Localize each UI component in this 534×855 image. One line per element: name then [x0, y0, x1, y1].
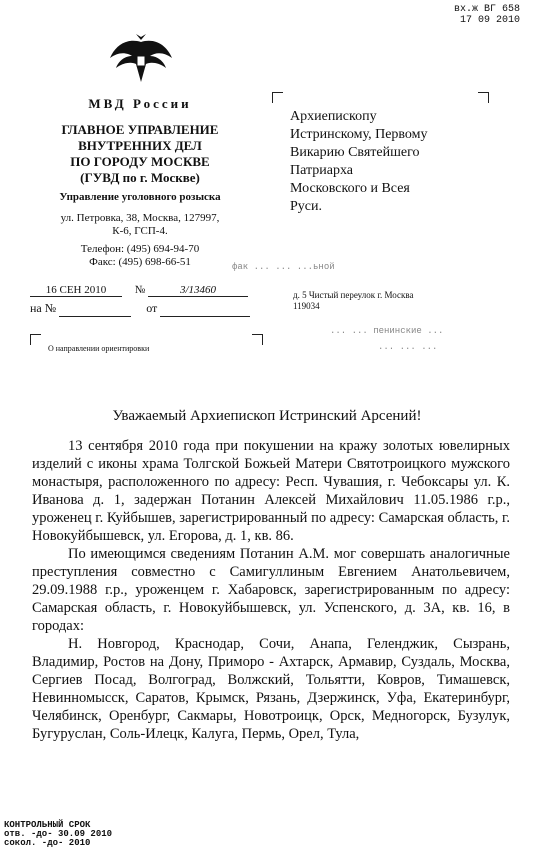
faded-mark: фак ... ... ...ьной	[232, 262, 335, 272]
fax-number: Факс: (495) 698-66-51	[89, 256, 191, 268]
recipient-line: Викарию Святейшего	[290, 145, 420, 160]
directorate-line: ПО ГОРОДУ МОСКВЕ	[70, 154, 210, 169]
control-stamp-line: отв. -до- 30.09 2010	[4, 829, 113, 839]
recipient-block	[290, 108, 490, 216]
corner-mark	[252, 334, 263, 345]
from-blank	[160, 301, 250, 317]
body-paragraph: 13 сентября 2010 года при покушении на кражу золотых ювелирных изделий с иконы храма Толгской Божьей Матери Святотроицкого мужского монастыря, расположенного по адресу: Респ. Чувашия, г. Чебоксары ул. К. Иванова д. 1, задержан Потанин Алексей Михайлович 11.05.1986 г.р., уроженец г. Куйбышев, зарегистрированный по адресу: Самарская область, г. Новокуйбышевск, ул. Егорова, д. 1, кв. 86.	[32, 438, 510, 544]
on-number-label: на №	[30, 301, 57, 315]
recipient-line: Руси.	[290, 199, 322, 214]
incoming-stamp-number: вх.ж ВГ 658	[453, 4, 520, 15]
incoming-stamp-date: 17 09 2010	[459, 15, 520, 26]
sender-address	[20, 212, 260, 238]
control-stamp-title: КОНТРОЛЬНЫЙ СРОК	[4, 820, 91, 830]
control-deadline-stamp	[4, 821, 112, 848]
contacts	[20, 243, 260, 269]
body-paragraph: Н. Новгород, Краснодар, Сочи, Анапа, Геленджик, Сызрань, Владимир, Ростов на Дону, Приморо - Ахтарск, Армавир, Суздаль, Москва, Сергиев Посад, Волгоград, Волжский, Тольятти, Ковров, Тимашевск, Невинномысск, Саратов, Крымск, Рязань, Дзержинск, Уфа, Екатеринбург, Челябинск, Оренбург, Сакмары, Новотроицк, Орск, Медногорск, Бузулук, Бугуруслан, Соль-Илецк, Калуга, Пермь, Орел, Тула,	[32, 636, 510, 742]
ministry-name: МВД России	[88, 96, 192, 111]
body-paragraph: По имеющимся сведениям Потанин А.М. мог совершать аналогичные преступления совместно с Самигуллиным Евгением Анатольевичем, 29.09.1988 г.р., уроженцем г. Хабаровск, зарегистрированным по адресу: Самарская область, г. Новокуйбышевск, ул. Успенского, д. 3А, кв. 16, в городах:	[32, 546, 510, 634]
department-name: Управление уголовного розыска	[59, 191, 221, 203]
recipient-line: Архиепископу	[290, 109, 377, 124]
directorate-line: (ГУВД по г. Москве)	[80, 170, 200, 185]
reference-row	[30, 301, 260, 317]
registration-row	[30, 284, 260, 297]
subject-line: О направлении ориентировки	[48, 344, 150, 353]
on-number-blank	[59, 301, 131, 317]
recipient-line: Московского и Всея	[290, 181, 410, 196]
corner-mark	[272, 92, 283, 103]
control-stamp-line: сокол. -до- 2010	[4, 838, 91, 848]
letter-body	[32, 437, 510, 743]
main-directorate	[20, 122, 260, 186]
greeting: Уважаемый Архиепископ Истринский Арсений!	[112, 408, 422, 424]
recipient-line: Истринскому, Первому	[290, 127, 428, 142]
eagle-emblem-icon	[108, 30, 174, 88]
directorate-line: ГЛАВНОЕ УПРАВЛЕНИЕ	[61, 122, 219, 137]
incoming-stamp	[454, 4, 520, 26]
recipient-address-line: 119034	[293, 301, 320, 311]
phone-number: Телефон: (495) 694-94-70	[80, 243, 200, 255]
number-label: №	[134, 284, 146, 296]
faded-mark: ... ... ...	[378, 342, 438, 352]
recipient-address-line: д. 5 Чистый переулок г. Москва	[293, 290, 414, 300]
corner-mark	[30, 334, 41, 345]
recipient-line: Патриарха	[290, 163, 353, 178]
registration-number: 3/13460	[148, 284, 248, 297]
address-line: ул. Петровка, 38, Москва, 127997,	[60, 212, 220, 224]
faded-mark: ... ... пенинские ...	[330, 326, 444, 336]
recipient-address	[293, 290, 414, 312]
from-label: от	[146, 301, 158, 315]
directorate-line: ВНУТРЕННИХ ДЕЛ	[78, 138, 202, 153]
corner-mark	[478, 92, 489, 103]
registration-date: 16 СЕН 2010	[30, 284, 122, 297]
address-line: К-6, ГСП-4.	[112, 225, 168, 237]
